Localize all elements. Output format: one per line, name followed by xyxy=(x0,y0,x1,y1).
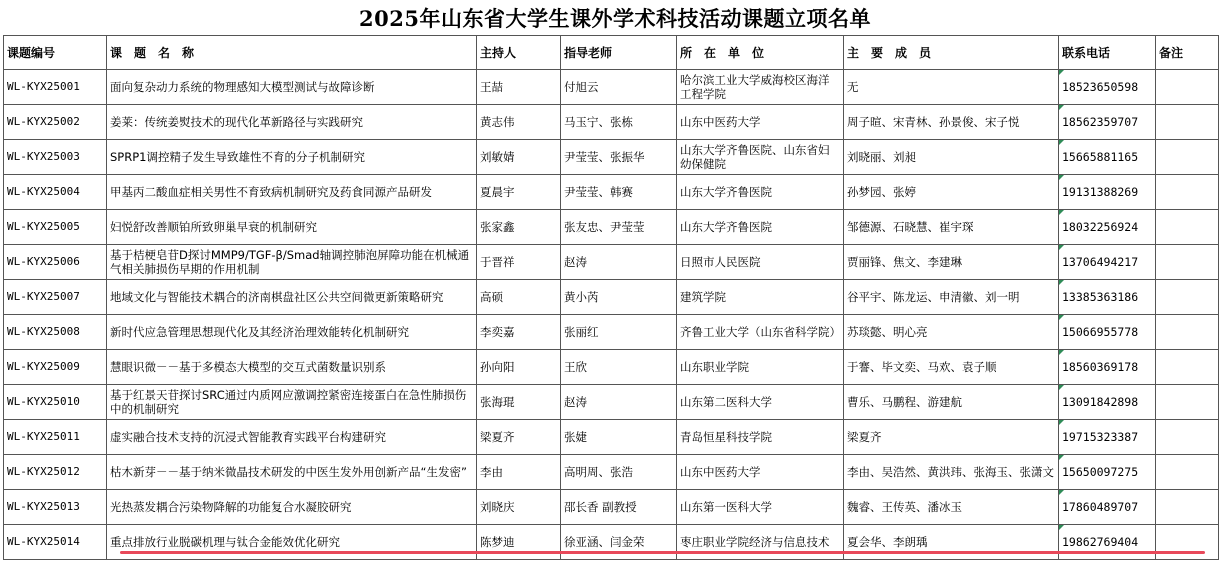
cell-advisor[interactable]: 赵涛 xyxy=(561,245,677,280)
cell-members[interactable]: 夏会华、李朗瑀 xyxy=(844,525,1059,560)
cell-name[interactable]: 枯木新芽－－基于纳米微晶技术研发的中医生发外用创新产品“生发密” xyxy=(107,455,477,490)
table-row[interactable] xyxy=(4,490,1219,525)
cell-host[interactable]: 李奕嘉 xyxy=(477,315,561,350)
table-row[interactable] xyxy=(4,315,1219,350)
cell-members[interactable]: 孙梦园、张婷 xyxy=(844,175,1059,210)
cell-phone[interactable]: 18562359707 xyxy=(1059,105,1156,140)
cell-host[interactable]: 于晋祥 xyxy=(477,245,561,280)
cell-host[interactable]: 张家鑫 xyxy=(477,210,561,245)
cell-advisor[interactable]: 付旭云 xyxy=(561,70,677,105)
cell-host[interactable]: 夏晨宇 xyxy=(477,175,561,210)
cell-advisor[interactable]: 徐亚涵、闫金荣 xyxy=(561,525,677,560)
cell-phone[interactable]: 17860489707 xyxy=(1059,490,1156,525)
cell-members[interactable]: 邹德源、石晓慧、崔宇琛 xyxy=(844,210,1059,245)
cell-name[interactable]: 姜莱：传统姜熨技术的现代化革新路径与实践研究 xyxy=(107,105,477,140)
cell-id[interactable]: WL-KYX25014 xyxy=(4,525,107,560)
cell-members[interactable]: 李由、吴浩然、黄洪玮、张海玉、张潇文 xyxy=(844,455,1059,490)
cell-members[interactable]: 无 xyxy=(844,70,1059,105)
cell-phone[interactable]: 15650097275 xyxy=(1059,455,1156,490)
cell-id[interactable]: WL-KYX25002 xyxy=(4,105,107,140)
cell-note[interactable] xyxy=(1156,525,1219,560)
cell-advisor[interactable]: 王欣 xyxy=(561,350,677,385)
cell-note[interactable] xyxy=(1156,455,1219,490)
table-row[interactable] xyxy=(4,105,1219,140)
header-name: 课 题 名 称 xyxy=(107,36,477,70)
cell-advisor[interactable]: 赵涛 xyxy=(561,385,677,420)
table-row[interactable] xyxy=(4,70,1219,105)
cell-unit[interactable]: 齐鲁工业大学（山东省科学院） xyxy=(677,315,844,350)
cell-host[interactable]: 张海琨 xyxy=(477,385,561,420)
header-host: 主持人 xyxy=(477,36,561,70)
cell-unit[interactable]: 山东第一医科大学 xyxy=(677,490,844,525)
table-row[interactable] xyxy=(4,175,1219,210)
cell-advisor[interactable]: 张丽红 xyxy=(561,315,677,350)
cell-unit[interactable]: 日照市人民医院 xyxy=(677,245,844,280)
cell-phone[interactable]: 19862769404 xyxy=(1059,525,1156,560)
cell-name[interactable]: 基于桔梗皂苷D探讨MMP9/TGF-β/Smad轴调控肺泡屏障功能在机械通气相关肺损伤早期的作用机制 xyxy=(107,245,477,280)
cell-note[interactable] xyxy=(1156,210,1219,245)
cell-id[interactable]: WL-KYX25003 xyxy=(4,140,107,175)
cell-note[interactable] xyxy=(1156,280,1219,315)
cell-host[interactable]: 孙向阳 xyxy=(477,350,561,385)
table-row[interactable] xyxy=(4,210,1219,245)
cell-host[interactable]: 刘晓庆 xyxy=(477,490,561,525)
cell-name[interactable]: 重点排放行业脱碳机理与钛合金能效优化研究 xyxy=(107,525,477,560)
cell-host[interactable]: 李由 xyxy=(477,455,561,490)
cell-id[interactable]: WL-KYX25005 xyxy=(4,210,107,245)
cell-host[interactable]: 王喆 xyxy=(477,70,561,105)
cell-name[interactable]: 慧眼识微－－基于多模态大模型的交互式菌数量识别系 xyxy=(107,350,477,385)
cell-note[interactable] xyxy=(1156,420,1219,455)
cell-note[interactable] xyxy=(1156,140,1219,175)
cell-name[interactable]: 虚实融合技术支持的沉浸式智能教育实践平台构建研究 xyxy=(107,420,477,455)
header-row xyxy=(4,36,1219,70)
cell-phone[interactable]: 13706494217 xyxy=(1059,245,1156,280)
cell-unit[interactable]: 山东职业学院 xyxy=(677,350,844,385)
cell-id[interactable]: WL-KYX25010 xyxy=(4,385,107,420)
table-row[interactable] xyxy=(4,420,1219,455)
table-row[interactable] xyxy=(4,350,1219,385)
cell-members[interactable]: 于謇、毕文奕、马欢、袁子顺 xyxy=(844,350,1059,385)
cell-advisor[interactable]: 马玉宁、张栋 xyxy=(561,105,677,140)
header-advisor: 指导老师 xyxy=(561,36,677,70)
cell-members[interactable]: 谷平宇、陈龙运、申清徽、刘一明 xyxy=(844,280,1059,315)
cell-advisor[interactable]: 高明周、张浩 xyxy=(561,455,677,490)
table-row[interactable] xyxy=(4,280,1219,315)
cell-note[interactable] xyxy=(1156,385,1219,420)
cell-note[interactable] xyxy=(1156,175,1219,210)
cell-id[interactable]: WL-KYX25007 xyxy=(4,280,107,315)
header-unit: 所 在 单 位 xyxy=(677,36,844,70)
cell-unit[interactable]: 建筑学院 xyxy=(677,280,844,315)
cell-id[interactable]: WL-KYX25009 xyxy=(4,350,107,385)
cell-members[interactable]: 苏琰懿、明心亮 xyxy=(844,315,1059,350)
cell-phone[interactable]: 18560369178 xyxy=(1059,350,1156,385)
cell-unit[interactable]: 山东第二医科大学 xyxy=(677,385,844,420)
red-underline-annotation xyxy=(120,551,1205,554)
cell-id[interactable]: WL-KYX25011 xyxy=(4,420,107,455)
table-row[interactable] xyxy=(4,245,1219,280)
header-phone: 联系电话 xyxy=(1059,36,1156,70)
cell-unit[interactable]: 枣庄职业学院经济与信息技术 xyxy=(677,525,844,560)
cell-name[interactable]: 妇悦舒改善顺铂所致卵巢早衰的机制研究 xyxy=(107,210,477,245)
cell-unit[interactable]: 山东大学齐鲁医院 xyxy=(677,175,844,210)
cell-members[interactable]: 周子暄、宋青林、孙景俊、宋子悦 xyxy=(844,105,1059,140)
cell-host[interactable]: 黄志伟 xyxy=(477,105,561,140)
cell-name[interactable]: 地域文化与智能技术耦合的济南棋盘社区公共空间微更新策略研究 xyxy=(107,280,477,315)
cell-members[interactable]: 刘晓丽、刘昶 xyxy=(844,140,1059,175)
cell-phone[interactable]: 15066955778 xyxy=(1059,315,1156,350)
cell-phone[interactable]: 19715323387 xyxy=(1059,420,1156,455)
cell-name[interactable]: SPRP1调控精子发生导致雄性不育的分子机制研究 xyxy=(107,140,477,175)
cell-id[interactable]: WL-KYX25012 xyxy=(4,455,107,490)
cell-unit[interactable]: 哈尔滨工业大学威海校区海洋工程学院 xyxy=(677,70,844,105)
cell-note[interactable] xyxy=(1156,245,1219,280)
cell-phone[interactable]: 19131388269 xyxy=(1059,175,1156,210)
table-row[interactable] xyxy=(4,525,1219,560)
cell-host[interactable]: 梁夏齐 xyxy=(477,420,561,455)
header-note: 备注 xyxy=(1156,36,1219,70)
cell-note[interactable] xyxy=(1156,70,1219,105)
cell-phone[interactable]: 13091842898 xyxy=(1059,385,1156,420)
cell-unit[interactable]: 山东中医药大学 xyxy=(677,455,844,490)
cell-unit[interactable]: 山东大学齐鲁医院、山东省妇幼保健院 xyxy=(677,140,844,175)
cell-name[interactable]: 面向复杂动力系统的物理感知大模型测试与故障诊断 xyxy=(107,70,477,105)
cell-name[interactable]: 新时代应急管理思想现代化及其经济治理效能转化机制研究 xyxy=(107,315,477,350)
cell-host[interactable]: 高硕 xyxy=(477,280,561,315)
cell-phone[interactable]: 13385363186 xyxy=(1059,280,1156,315)
page-title: 2025年山东省大学生课外学术科技活动课题立项名单 xyxy=(359,6,871,31)
cell-unit[interactable]: 青岛恒星科技学院 xyxy=(677,420,844,455)
table-row[interactable] xyxy=(4,385,1219,420)
cell-id[interactable]: WL-KYX25013 xyxy=(4,490,107,525)
cell-unit[interactable]: 山东大学齐鲁医院 xyxy=(677,210,844,245)
header-members: 主 要 成 员 xyxy=(844,36,1059,70)
cell-members[interactable]: 魏睿、王传英、潘冰玉 xyxy=(844,490,1059,525)
cell-id[interactable]: WL-KYX25008 xyxy=(4,315,107,350)
cell-id[interactable]: WL-KYX25001 xyxy=(4,70,107,105)
cell-advisor[interactable]: 尹莹莹、张振华 xyxy=(561,140,677,175)
cell-members[interactable]: 贾丽锋、焦文、李建琳 xyxy=(844,245,1059,280)
cell-phone[interactable]: 18032256924 xyxy=(1059,210,1156,245)
table-row[interactable] xyxy=(4,140,1219,175)
cell-advisor[interactable]: 尹莹莹、韩赛 xyxy=(561,175,677,210)
cell-name[interactable]: 基于红景天苷探讨SRC通过内质网应激调控紧密连接蛋白在急性肺损伤中的机制研究 xyxy=(107,385,477,420)
cell-advisor[interactable]: 张婕 xyxy=(561,420,677,455)
cell-note[interactable] xyxy=(1156,490,1219,525)
cell-phone[interactable]: 15665881165 xyxy=(1059,140,1156,175)
project-table xyxy=(3,35,1219,560)
cell-note[interactable] xyxy=(1156,105,1219,140)
cell-members[interactable]: 梁夏齐 xyxy=(844,420,1059,455)
cell-id[interactable]: WL-KYX25006 xyxy=(4,245,107,280)
cell-unit[interactable]: 山东中医药大学 xyxy=(677,105,844,140)
cell-phone[interactable]: 18523650598 xyxy=(1059,70,1156,105)
cell-members[interactable]: 曹乐、马鹏程、游建航 xyxy=(844,385,1059,420)
header-id: 课题编号 xyxy=(4,36,107,70)
cell-name[interactable]: 光热蒸发耦合污染物降解的功能复合水凝胶研究 xyxy=(107,490,477,525)
table-row[interactable] xyxy=(4,455,1219,490)
cell-host[interactable]: 陈梦迪 xyxy=(477,525,561,560)
cell-advisor[interactable]: 张友忠、尹莹莹 xyxy=(561,210,677,245)
cell-note[interactable] xyxy=(1156,350,1219,385)
cell-advisor[interactable]: 邵长香 副教授 xyxy=(561,490,677,525)
cell-id[interactable]: WL-KYX25004 xyxy=(4,175,107,210)
cell-host[interactable]: 刘敏婧 xyxy=(477,140,561,175)
cell-name[interactable]: 甲基丙二酸血症相关男性不育致病机制研究及药食同源产品研发 xyxy=(107,175,477,210)
cell-note[interactable] xyxy=(1156,315,1219,350)
cell-advisor[interactable]: 黄小芮 xyxy=(561,280,677,315)
